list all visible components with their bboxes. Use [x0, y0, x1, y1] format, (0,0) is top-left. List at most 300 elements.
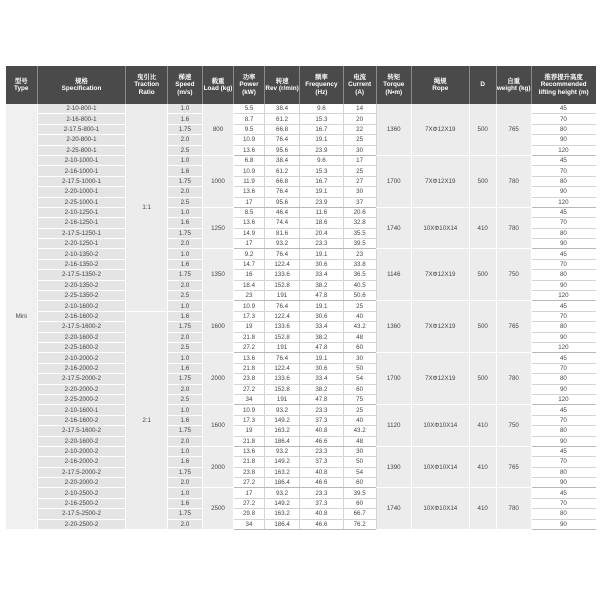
power-cell: 21.8	[233, 332, 264, 342]
header-torque: 转矩 Torque (N•m)	[376, 66, 411, 104]
load-cell: 1350	[202, 249, 233, 301]
header-speed: 梯速 Speed (m/s)	[167, 66, 202, 104]
rev-cell: 152.8	[265, 280, 300, 290]
frequency-cell: 19.1	[300, 301, 343, 311]
header-rope: 绳规 Rope	[411, 66, 469, 104]
current-cell: 40	[343, 311, 376, 321]
d-cell: 410	[469, 405, 496, 447]
spec-cell: 2-16-2500-2	[37, 498, 126, 508]
weight-cell: 750	[496, 405, 531, 447]
current-cell: 48	[343, 436, 376, 446]
current-cell: 54	[343, 467, 376, 477]
spec-cell: 2-20-2000-2	[37, 384, 126, 394]
table-body	[6, 104, 596, 530]
lifting-height-cell: 80	[531, 509, 595, 519]
frequency-cell: 19.1	[300, 353, 343, 363]
torque-cell: 1120	[376, 405, 411, 447]
frequency-cell: 16.7	[300, 124, 343, 134]
rev-cell: 191	[265, 342, 300, 352]
frequency-cell: 38.2	[300, 384, 343, 394]
table-row	[6, 488, 596, 498]
d-cell: 500	[469, 155, 496, 207]
power-cell: 8.5	[233, 207, 264, 217]
current-cell: 39.5	[343, 239, 376, 249]
frequency-cell: 19.1	[300, 249, 343, 259]
load-cell: 1250	[202, 207, 233, 249]
rope-cell: 7XΦ12X19	[411, 301, 469, 353]
frequency-cell: 47.8	[300, 394, 343, 404]
power-cell: 17.3	[233, 415, 264, 425]
spec-cell: 2-16-1350-2	[37, 259, 126, 269]
spec-cell: 2-20-1600-2	[37, 436, 126, 446]
spec-cell: 2-16-1000-1	[37, 166, 126, 176]
current-cell: 50	[343, 363, 376, 373]
power-cell: 14.7	[233, 259, 264, 269]
rev-cell: 133.6	[265, 374, 300, 384]
current-cell: 30	[343, 446, 376, 456]
power-cell: 14.9	[233, 228, 264, 238]
power-cell: 17	[233, 197, 264, 207]
frequency-cell: 47.8	[300, 342, 343, 352]
speed-cell: 1.6	[167, 498, 202, 508]
rev-cell: 152.8	[265, 332, 300, 342]
lifting-height-cell: 45	[531, 249, 595, 259]
spec-cell: 2-17.5-1000-1	[37, 176, 126, 186]
current-cell: 27	[343, 176, 376, 186]
rev-cell: 61.2	[265, 114, 300, 124]
torque-cell: 1740	[376, 207, 411, 249]
current-cell: 43.2	[343, 426, 376, 436]
current-cell: 25	[343, 166, 376, 176]
power-cell: 19	[233, 322, 264, 332]
lifting-height-cell: 45	[531, 488, 595, 498]
speed-cell: 1.0	[167, 446, 202, 456]
spec-cell: 2-10-1250-1	[37, 207, 126, 217]
frequency-cell: 46.6	[300, 436, 343, 446]
current-cell: 25	[343, 135, 376, 145]
lifting-height-cell: 45	[531, 353, 595, 363]
speed-cell: 1.75	[167, 509, 202, 519]
speed-cell: 2.5	[167, 394, 202, 404]
weight-cell: 780	[496, 353, 531, 405]
torque-cell: 1700	[376, 353, 411, 405]
header-current: 电流 Current (A)	[343, 66, 376, 104]
speed-cell: 1.75	[167, 176, 202, 186]
power-cell: 9.5	[233, 124, 264, 134]
load-cell: 1000	[202, 155, 233, 207]
speed-cell: 2.0	[167, 239, 202, 249]
rev-cell: 38.4	[265, 155, 300, 165]
spec-cell: 2-25-1350-2	[37, 291, 126, 301]
weight-cell: 750	[496, 249, 531, 301]
frequency-cell: 15.3	[300, 166, 343, 176]
spec-cell: 2-10-2000-2	[37, 446, 126, 456]
torque-cell: 1146	[376, 249, 411, 301]
speed-cell: 2.0	[167, 519, 202, 529]
rope-cell: 7XΦ12X19	[411, 353, 469, 405]
frequency-cell: 23.3	[300, 405, 343, 415]
lifting-height-cell: 90	[531, 280, 595, 290]
speed-cell: 1.75	[167, 228, 202, 238]
current-cell: 35.5	[343, 228, 376, 238]
load-cell: 2500	[202, 488, 233, 530]
current-cell: 50.6	[343, 291, 376, 301]
header-lifting-height: 推荐提升高度 Recommended lifting height (m)	[531, 66, 595, 104]
spec-cell: 2-20-1250-1	[37, 239, 126, 249]
lifting-height-cell: 120	[531, 394, 595, 404]
d-cell: 500	[469, 104, 496, 155]
power-cell: 17.3	[233, 311, 264, 321]
speed-cell: 2.0	[167, 478, 202, 488]
lifting-height-cell: 80	[531, 124, 595, 134]
power-cell: 27.2	[233, 384, 264, 394]
frequency-cell: 46.6	[300, 519, 343, 529]
spec-cell: 2-17.5-1600-2	[37, 426, 126, 436]
spec-cell: 2-20-1350-2	[37, 280, 126, 290]
weight-cell: 765	[496, 104, 531, 155]
d-cell: 410	[469, 207, 496, 249]
power-cell: 10.9	[233, 166, 264, 176]
frequency-cell: 37.3	[300, 457, 343, 467]
spec-cell: 2-16-1250-1	[37, 218, 126, 228]
weight-cell: 780	[496, 488, 531, 530]
rope-cell: 10XΦ10X14	[411, 488, 469, 530]
current-cell: 25	[343, 405, 376, 415]
power-cell: 27.2	[233, 478, 264, 488]
header-d: D	[469, 66, 496, 104]
power-cell: 10.9	[233, 301, 264, 311]
spec-cell: 2-25-2000-2	[37, 394, 126, 404]
torque-cell: 1740	[376, 488, 411, 530]
rev-cell: 95.6	[265, 145, 300, 155]
power-cell: 21.8	[233, 363, 264, 373]
spec-cell: 2-10-1350-2	[37, 249, 126, 259]
current-cell: 60	[343, 498, 376, 508]
rev-cell: 76.4	[265, 187, 300, 197]
power-cell: 27.2	[233, 342, 264, 352]
spec-cell: 2-10-2000-2	[37, 353, 126, 363]
frequency-cell: 23.9	[300, 197, 343, 207]
speed-cell: 1.75	[167, 270, 202, 280]
rev-cell: 66.8	[265, 176, 300, 186]
spec-cell: 2-16-2000-2	[37, 457, 126, 467]
frequency-cell: 20.4	[300, 228, 343, 238]
rev-cell: 152.8	[265, 384, 300, 394]
rev-cell: 66.8	[265, 124, 300, 134]
lifting-height-cell: 90	[531, 239, 595, 249]
current-cell: 40	[343, 415, 376, 425]
rev-cell: 163.2	[265, 467, 300, 477]
current-cell: 23	[343, 249, 376, 259]
current-cell: 66.7	[343, 509, 376, 519]
frequency-cell: 19.1	[300, 187, 343, 197]
frequency-cell: 38.2	[300, 280, 343, 290]
lifting-height-cell: 80	[531, 467, 595, 477]
header-row	[6, 66, 596, 104]
power-cell: 27.2	[233, 498, 264, 508]
spec-cell: 2-16-800-1	[37, 114, 126, 124]
weight-cell: 765	[496, 446, 531, 488]
power-cell: 21.8	[233, 436, 264, 446]
spec-cell: 2-10-1600-2	[37, 301, 126, 311]
frequency-cell: 23.3	[300, 239, 343, 249]
frequency-cell: 38.2	[300, 332, 343, 342]
torque-cell: 1390	[376, 446, 411, 488]
speed-cell: 1.75	[167, 322, 202, 332]
spec-cell: 2-16-1600-2	[37, 311, 126, 321]
rope-cell: 10XΦ10X14	[411, 405, 469, 447]
power-cell: 6.8	[233, 155, 264, 165]
current-cell: 39.5	[343, 488, 376, 498]
rev-cell: 122.4	[265, 311, 300, 321]
spec-cell: 2-17.5-1350-2	[37, 270, 126, 280]
lifting-height-cell: 90	[531, 187, 595, 197]
rev-cell: 76.4	[265, 301, 300, 311]
lifting-height-cell: 70	[531, 218, 595, 228]
frequency-cell: 40.8	[300, 509, 343, 519]
spec-cell: 2-20-1000-1	[37, 187, 126, 197]
rev-cell: 163.2	[265, 509, 300, 519]
frequency-cell: 40.8	[300, 467, 343, 477]
spec-cell: 2-25-1600-2	[37, 342, 126, 352]
header-frequency: 频率 Frequency (Hz)	[300, 66, 343, 104]
power-cell: 17	[233, 239, 264, 249]
power-cell: 16	[233, 270, 264, 280]
rev-cell: 93.2	[265, 488, 300, 498]
spec-cell: 2-10-1600-1	[37, 405, 126, 415]
frequency-cell: 9.6	[300, 155, 343, 165]
rope-cell: 10XΦ10X14	[411, 446, 469, 488]
frequency-cell: 16.7	[300, 176, 343, 186]
frequency-cell: 37.3	[300, 498, 343, 508]
d-cell: 410	[469, 446, 496, 488]
speed-cell: 1.6	[167, 457, 202, 467]
power-cell: 29.8	[233, 509, 264, 519]
frequency-cell: 19.1	[300, 135, 343, 145]
current-cell: 48	[343, 332, 376, 342]
spec-cell: 2-25-800-1	[37, 145, 126, 155]
speed-cell: 2.0	[167, 187, 202, 197]
power-cell: 11.9	[233, 176, 264, 186]
speed-cell: 2.5	[167, 342, 202, 352]
rev-cell: 38.4	[265, 104, 300, 114]
rev-cell: 76.4	[265, 353, 300, 363]
speed-cell: 1.0	[167, 104, 202, 114]
table-row	[6, 249, 596, 259]
lifting-height-cell: 80	[531, 322, 595, 332]
rev-cell: 76.4	[265, 249, 300, 259]
current-cell: 60	[343, 384, 376, 394]
speed-cell: 1.0	[167, 488, 202, 498]
current-cell: 22	[343, 124, 376, 134]
frequency-cell: 18.6	[300, 218, 343, 228]
power-cell: 13.6	[233, 353, 264, 363]
traction-ratio-cell: 1:1	[126, 104, 167, 311]
table-row	[6, 155, 596, 165]
load-cell: 2000	[202, 446, 233, 488]
power-cell: 13.6	[233, 446, 264, 456]
current-cell: 20.6	[343, 207, 376, 217]
rev-cell: 95.6	[265, 197, 300, 207]
load-cell: 1600	[202, 405, 233, 447]
power-cell: 23.8	[233, 374, 264, 384]
torque-cell: 1360	[376, 301, 411, 353]
speed-cell: 1.6	[167, 363, 202, 373]
speed-cell: 1.0	[167, 207, 202, 217]
lifting-height-cell: 45	[531, 207, 595, 217]
power-cell: 9.2	[233, 249, 264, 259]
frequency-cell: 30.6	[300, 363, 343, 373]
frequency-cell: 15.3	[300, 114, 343, 124]
header-rev: 转速 Rev (r/min)	[265, 66, 300, 104]
power-cell: 17	[233, 488, 264, 498]
rev-cell: 61.2	[265, 166, 300, 176]
rope-cell: 7XΦ12X19	[411, 249, 469, 301]
speed-cell: 2.0	[167, 280, 202, 290]
spec-cell: 2-17.5-2500-2	[37, 509, 126, 519]
frequency-cell: 30.6	[300, 311, 343, 321]
rev-cell: 93.2	[265, 239, 300, 249]
rev-cell: 93.2	[265, 405, 300, 415]
current-cell: 20	[343, 114, 376, 124]
traction-machine-spec-table	[6, 66, 596, 530]
speed-cell: 1.75	[167, 426, 202, 436]
power-cell: 13.6	[233, 187, 264, 197]
lifting-height-cell: 45	[531, 405, 595, 415]
lifting-height-cell: 70	[531, 457, 595, 467]
spec-cell: 2-25-1000-1	[37, 197, 126, 207]
rope-cell: 10XΦ10X14	[411, 207, 469, 249]
frequency-cell: 33.4	[300, 322, 343, 332]
spec-cell: 2-10-2500-2	[37, 488, 126, 498]
lifting-height-cell: 120	[531, 291, 595, 301]
current-cell: 60	[343, 478, 376, 488]
spec-cell: 2-16-2000-2	[37, 363, 126, 373]
frequency-cell: 11.6	[300, 207, 343, 217]
speed-cell: 2.0	[167, 384, 202, 394]
rev-cell: 186.4	[265, 519, 300, 529]
speed-cell: 1.75	[167, 467, 202, 477]
table-row	[6, 104, 596, 114]
load-cell: 1600	[202, 301, 233, 353]
current-cell: 30	[343, 187, 376, 197]
spec-sheet	[6, 66, 596, 530]
lifting-height-cell: 70	[531, 311, 595, 321]
power-cell: 23	[233, 291, 264, 301]
rev-cell: 133.6	[265, 270, 300, 280]
torque-cell: 1700	[376, 155, 411, 207]
power-cell: 23.8	[233, 467, 264, 477]
spec-cell: 2-17.5-2000-2	[37, 467, 126, 477]
table-row	[6, 207, 596, 217]
spec-cell: 2-17.5-1250-1	[37, 228, 126, 238]
rope-cell: 7XΦ12X19	[411, 104, 469, 155]
spec-cell: 2-17.5-1600-2	[37, 322, 126, 332]
d-cell: 500	[469, 353, 496, 405]
rev-cell: 149.2	[265, 498, 300, 508]
lifting-height-cell: 80	[531, 374, 595, 384]
lifting-height-cell: 70	[531, 498, 595, 508]
speed-cell: 1.0	[167, 249, 202, 259]
frequency-cell: 23.3	[300, 488, 343, 498]
power-cell: 21.8	[233, 457, 264, 467]
speed-cell: 1.6	[167, 311, 202, 321]
spec-cell: 2-20-2000-2	[37, 478, 126, 488]
spec-cell: 2-10-1000-1	[37, 155, 126, 165]
spec-cell: 2-20-800-1	[37, 135, 126, 145]
speed-cell: 2.0	[167, 135, 202, 145]
rev-cell: 186.4	[265, 436, 300, 446]
load-cell: 2000	[202, 353, 233, 405]
header-specification: 规格 Specification	[37, 66, 126, 104]
rev-cell: 149.2	[265, 415, 300, 425]
current-cell: 54	[343, 374, 376, 384]
lifting-height-cell: 90	[531, 436, 595, 446]
table-row	[6, 405, 596, 415]
rev-cell: 186.4	[265, 478, 300, 488]
spec-cell: 2-10-800-1	[37, 104, 126, 114]
speed-cell: 1.6	[167, 415, 202, 425]
header-traction-ratio: 曳引比 Traction Ratio	[126, 66, 167, 104]
lifting-height-cell: 90	[531, 519, 595, 529]
power-cell: 19	[233, 426, 264, 436]
rev-cell: 81.6	[265, 228, 300, 238]
lifting-height-cell: 45	[531, 446, 595, 456]
lifting-height-cell: 45	[531, 104, 595, 114]
current-cell: 76.2	[343, 519, 376, 529]
power-cell: 34	[233, 519, 264, 529]
speed-cell: 2.5	[167, 197, 202, 207]
lifting-height-cell: 80	[531, 228, 595, 238]
lifting-height-cell: 70	[531, 114, 595, 124]
speed-cell: 1.6	[167, 259, 202, 269]
speed-cell: 1.6	[167, 166, 202, 176]
power-cell: 13.6	[233, 145, 264, 155]
lifting-height-cell: 90	[531, 384, 595, 394]
current-cell: 37	[343, 197, 376, 207]
weight-cell: 765	[496, 301, 531, 353]
lifting-height-cell: 120	[531, 342, 595, 352]
rev-cell: 46.4	[265, 207, 300, 217]
frequency-cell: 40.8	[300, 426, 343, 436]
frequency-cell: 33.4	[300, 374, 343, 384]
current-cell: 30	[343, 145, 376, 155]
rope-cell: 7XΦ12X19	[411, 155, 469, 207]
speed-cell: 2.5	[167, 145, 202, 155]
speed-cell: 2.5	[167, 291, 202, 301]
current-cell: 17	[343, 155, 376, 165]
speed-cell: 2.0	[167, 436, 202, 446]
lifting-height-cell: 120	[531, 197, 595, 207]
current-cell: 30	[343, 353, 376, 363]
rev-cell: 76.4	[265, 135, 300, 145]
frequency-cell: 33.4	[300, 270, 343, 280]
header-weight: 自重 weight (kg)	[496, 66, 531, 104]
torque-cell: 1360	[376, 104, 411, 155]
lifting-height-cell: 45	[531, 301, 595, 311]
power-cell: 34	[233, 394, 264, 404]
current-cell: 60	[343, 342, 376, 352]
speed-cell: 1.6	[167, 218, 202, 228]
frequency-cell: 37.3	[300, 415, 343, 425]
d-cell: 410	[469, 488, 496, 530]
header-power: 功率 Power (kW)	[233, 66, 264, 104]
lifting-height-cell: 90	[531, 478, 595, 488]
speed-cell: 1.0	[167, 353, 202, 363]
rev-cell: 191	[265, 291, 300, 301]
header-load: 载重 Load (kg)	[202, 66, 233, 104]
load-cell: 800	[202, 104, 233, 155]
